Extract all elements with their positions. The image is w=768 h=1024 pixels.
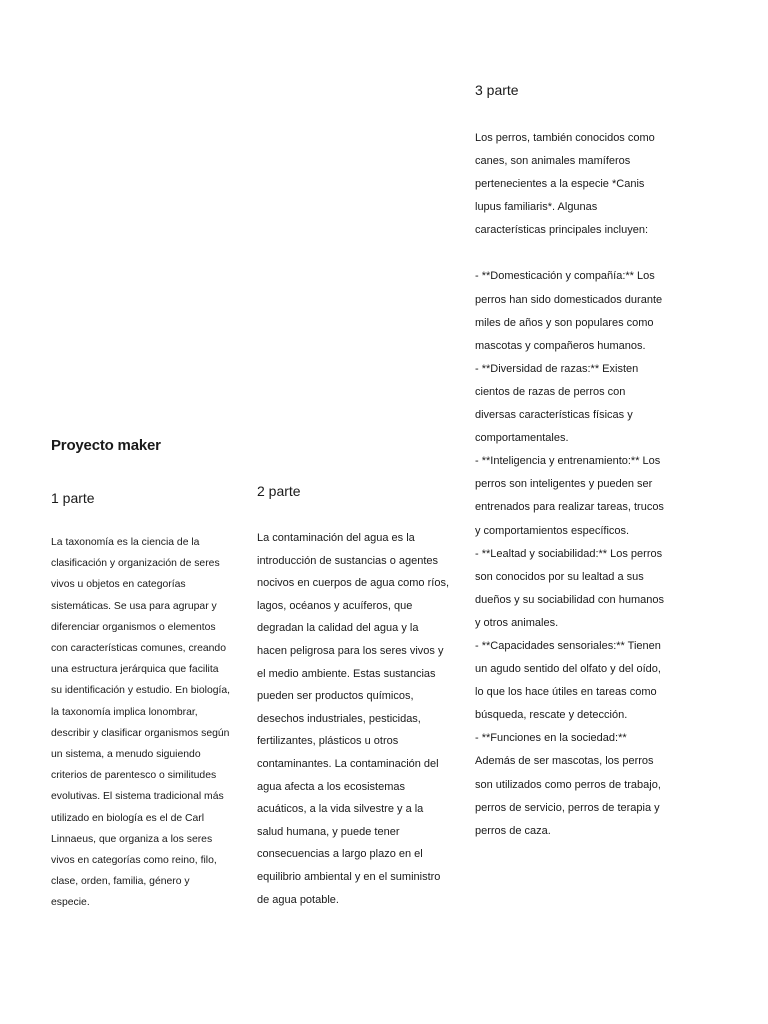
list-item: - **Funciones en la sociedad:** Además de ser mascotas, los perros son utilizados como perros de trabajo, perros de servicio, perros de terapia y perros de caza. [475, 732, 661, 837]
page-title: Proyecto maker [51, 437, 161, 454]
section-3-heading: 3 parte [475, 82, 519, 98]
section-2-heading: 2 parte [257, 483, 301, 499]
section-1-heading: 1 parte [51, 490, 95, 506]
section-2-body [257, 527, 449, 911]
list-item: - **Inteligencia y entrenamiento:** Los perros son inteligentes y pueden ser entrenados para realizar tareas, trucos y comportamientos específicos. [475, 455, 664, 537]
section-2-paragraph: La contaminación del agua es la introducción de sustancias o agentes nocivos en cuerpos de agua como ríos, lagos, océanos y acuíferos, que degradan la calidad del agua y la hacen peligrosa para los seres vivos y el medio ambiente. Estas sustancias pueden ser productos químicos, desechos industriales, pesticidas, fertilizantes, plásticos u otros contaminantes. La contaminación del agua afecta a los ecosistemas acuáticos, a la vida silvestre y a la salud humana, y puede tener consecuencias a largo plazo en el equilibrio ambiental y en el suministro de agua potable. [257, 532, 450, 906]
section-1-column [51, 489, 231, 914]
list-item: - **Domesticación y compañía:** Los perros han sido domesticados durante miles de años y son populares como mascotas y compañeros humanos. [475, 270, 663, 352]
section-1-paragraph: La taxonomía es la ciencia de la clasificación y organización de seres vivos u objetos en categorías sistemáticas. Se usa para agrupar y diferenciar organismos o elementos con características comunes, creando una estructura jerárquica que facilita su identificación y estudio. En biología, la taxonomía implica lonombrar, describir y clasificar organismos según un sistema, a menudo siguiendo criterios de parentesco o similitudes evolutivas. El sistema tradicional más utilizado en biología es el de Carl Linnaeus, que organiza a los seres vivos en categorías como reino, filo, clase, orden, familia, género y especie. [51, 537, 231, 909]
section-3-column [475, 81, 667, 843]
list-item: - **Diversidad de razas:** Existen cientos de razas de perros con diversas características físicas y comportamentales. [475, 362, 639, 445]
list-item: - **Lealtad y sociabilidad:** Los perros son conocidos por su lealtad a sus dueños y su sociabilidad con humanos y otros animales. [475, 547, 664, 629]
list-item: - **Capacidades sensoriales:** Tienen un agudo sentido del olfato y del oído, lo que los hace útiles en tareas como búsqueda, rescate y detección. [475, 639, 661, 722]
section-2-column [257, 482, 449, 911]
section-1-body [51, 532, 231, 914]
section-3-body [475, 127, 667, 843]
section-3-intro: Los perros, también conocidos como canes, son animales mamíferos pertenecientes a la especie *Canis lupus familiaris*. Algunas características principales incluyen: [475, 132, 655, 237]
